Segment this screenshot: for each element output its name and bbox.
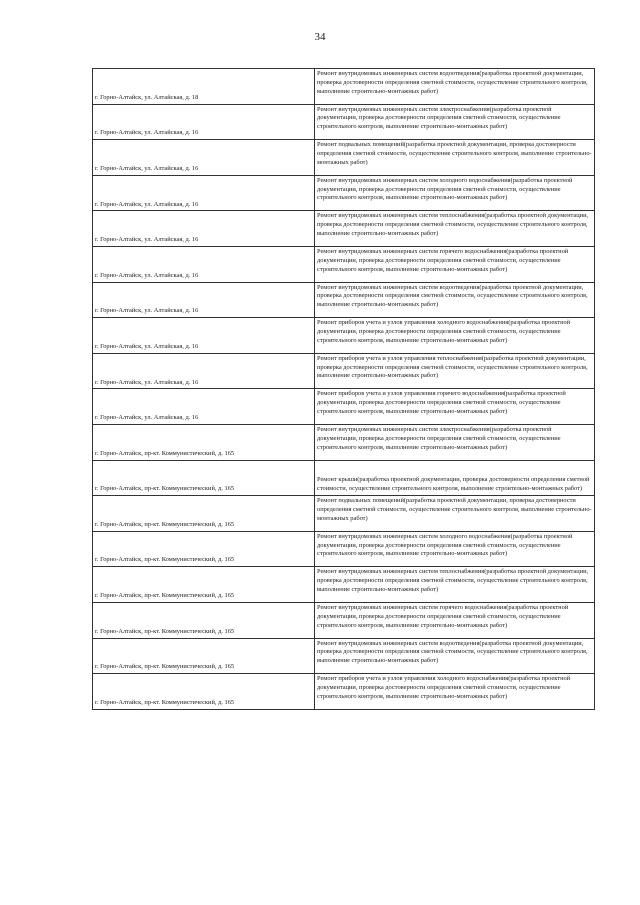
address-cell: г. Горно-Алтайск, пр-кт. Коммунистический, д. 165 xyxy=(93,638,315,674)
work-cell: Ремонт крыши(разработка проектной документации, проверка достоверности определения сметной стоимости, осуществление строительного контроля, выполнение строительно-монтажных работ) xyxy=(315,460,595,496)
address-cell: г. Горно-Алтайск, ул. Алтайская, д. 16 xyxy=(93,246,315,282)
address-cell: г. Горно-Алтайск, ул. Алтайская, д. 16 xyxy=(93,211,315,247)
address-cell: г. Горно-Алтайск, ул. Алтайская, д. 16 xyxy=(93,175,315,211)
address-cell: г. Горно-Алтайск, ул. Алтайская, д. 18 xyxy=(93,69,315,105)
works-table xyxy=(92,68,595,710)
address-cell: г. Горно-Алтайск, ул. Алтайская, д. 16 xyxy=(93,140,315,176)
table-row xyxy=(93,602,595,638)
table-row xyxy=(93,282,595,318)
work-cell: Ремонт приборов учета и узлов управления холодного водоснабжения(разработка проектной документации, проверка достоверности определения сметной стоимости, осуществление строительного контроля, выполнение строительно-монтажных работ) xyxy=(315,318,595,354)
table-row xyxy=(93,104,595,140)
table-row xyxy=(93,211,595,247)
work-cell: Ремонт приборов учета и узлов управления холодного водоснабжения(разработка проектной документации, проверка достоверности определения сметной стоимости, осуществление строительного контроля, выполнение строительно-монтажных работ) xyxy=(315,674,595,710)
table-row xyxy=(93,424,595,460)
address-cell: г. Горно-Алтайск, ул. Алтайская, д. 16 xyxy=(93,318,315,354)
address-cell: г. Горно-Алтайск, ул. Алтайская, д. 16 xyxy=(93,282,315,318)
address-cell: г. Горно-Алтайск, пр-кт. Коммунистический, д. 165 xyxy=(93,460,315,496)
address-cell: г. Горно-Алтайск, ул. Алтайская, д. 16 xyxy=(93,353,315,389)
work-cell: Ремонт внутридомовых инженерных систем холодного водоснабжения(разработка проектной документации, проверка достоверности определения сметной стоимости, осуществление строительного контроля, выполнение строительно-монтажных работ) xyxy=(315,175,595,211)
table-row xyxy=(93,496,595,532)
work-cell: Ремонт подвальных помещений(разработка проектной документации, проверка достоверности определения сметной стоимости, осуществление строительного контроля, выполнение строительно-монтажных работ) xyxy=(315,496,595,532)
table-row xyxy=(93,460,595,496)
table-row xyxy=(93,246,595,282)
address-cell: г. Горно-Алтайск, пр-кт. Коммунистический, д. 165 xyxy=(93,496,315,532)
table-row xyxy=(93,175,595,211)
table-row xyxy=(93,638,595,674)
work-cell: Ремонт подвальных помещений(разработка проектной документации, проверка достоверности определения сметной стоимости, осуществление строительного контроля, выполнение строительно-монтажных работ) xyxy=(315,140,595,176)
work-cell: Ремонт внутридомовых инженерных систем водоотведения(разработка проектной документации, проверка достоверности определения сметной стоимости, осуществление строительного контроля, выполнение строительно-монтажных работ) xyxy=(315,638,595,674)
address-cell: г. Горно-Алтайск, пр-кт. Коммунистический, д. 165 xyxy=(93,674,315,710)
address-cell: г. Горно-Алтайск, ул. Алтайская, д. 16 xyxy=(93,104,315,140)
work-cell: Ремонт приборов учета и узлов управления горячего водоснабжения(разработка проектной документации, проверка достоверности определения сметной стоимости, осуществление строительного контроля, выполнение строительно-монтажных работ) xyxy=(315,389,595,425)
work-cell: Ремонт приборов учета и узлов управления теплоснабжения(разработка проектной документации, проверка достоверности определения сметной стоимости, осуществление строительного контроля, выполнение строительно-монтажных работ) xyxy=(315,353,595,389)
work-cell: Ремонт внутридомовых инженерных систем водоотведения(разработка проектной документации, проверка достоверности определения сметной стоимости, осуществление строительного контроля, выполнение строительно-монтажных работ) xyxy=(315,282,595,318)
table-row xyxy=(93,140,595,176)
table-row xyxy=(93,389,595,425)
address-cell: г. Горно-Алтайск, пр-кт. Коммунистический, д. 165 xyxy=(93,602,315,638)
table-row xyxy=(93,353,595,389)
page-number: 34 xyxy=(314,31,326,43)
work-cell: Ремонт внутридомовых инженерных систем холодного водоснабжения(разработка проектной документации, проверка достоверности определения сметной стоимости, осуществление строительного контроля, выполнение строительно-монтажных работ) xyxy=(315,531,595,567)
table-row xyxy=(93,567,595,603)
table-row xyxy=(93,531,595,567)
table-row xyxy=(93,69,595,105)
work-cell: Ремонт внутридомовых инженерных систем электроснабжения(разработка проектной документации, проверка достоверности определения сметной стоимости, осуществление строительного контроля, выполнение строительно-монтажных работ) xyxy=(315,424,595,460)
address-cell: г. Горно-Алтайск, ул. Алтайская, д. 16 xyxy=(93,389,315,425)
address-cell: г. Горно-Алтайск, пр-кт. Коммунистический, д. 165 xyxy=(93,567,315,603)
work-cell: Ремонт внутридомовых инженерных систем теплоснабжения(разработка проектной документации, проверка достоверности определения сметной стоимости, осуществление строительного контроля, выполнение строительно-монтажных работ) xyxy=(315,211,595,247)
table-row xyxy=(93,318,595,354)
work-cell: Ремонт внутридомовых инженерных систем горячего водоснабжения(разработка проектной документации, проверка достоверности определения сметной стоимости, осуществление строительного контроля, выполнение строительно-монтажных работ) xyxy=(315,246,595,282)
address-cell: г. Горно-Алтайск, пр-кт. Коммунистический, д. 165 xyxy=(93,531,315,567)
work-cell: Ремонт внутридомовых инженерных систем водоотведения(разработка проектной документации, проверка достоверности определения сметной стоимости, осуществление строительного контроля, выполнение строительно-монтажных работ) xyxy=(315,69,595,105)
work-cell: Ремонт внутридомовых инженерных систем горячего водоснабжения(разработка проектной документации, проверка достоверности определения сметной стоимости, осуществление строительного контроля, выполнение строительно-монтажных работ) xyxy=(315,602,595,638)
work-cell: Ремонт внутридомовых инженерных систем электроснабжения(разработка проектной документации, проверка достоверности определения сметной стоимости, осуществление строительного контроля, выполнение строительно-монтажных работ) xyxy=(315,104,595,140)
work-cell: Ремонт внутридомовых инженерных систем теплоснабжения(разработка проектной документации, проверка достоверности определения сметной стоимости, осуществление строительного контроля, выполнение строительно-монтажных работ) xyxy=(315,567,595,603)
table-row xyxy=(93,674,595,710)
address-cell: г. Горно-Алтайск, пр-кт. Коммунистический, д. 165 xyxy=(93,424,315,460)
